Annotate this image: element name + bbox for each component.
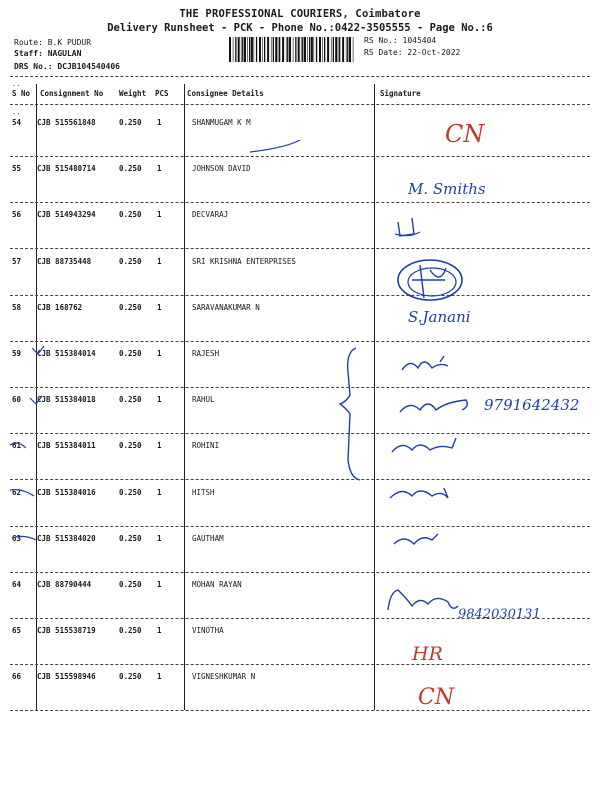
barcode-bar bbox=[331, 37, 332, 62]
weight-value: 0.250 bbox=[119, 533, 142, 543]
row-divider bbox=[10, 664, 590, 665]
barcode-bar bbox=[256, 37, 257, 62]
weight-value: 0.250 bbox=[119, 487, 142, 497]
row-divider bbox=[10, 572, 590, 573]
weight-value: 0.250 bbox=[119, 626, 142, 636]
row-divider bbox=[10, 433, 590, 434]
barcode-bar bbox=[349, 37, 351, 62]
header-divider bbox=[10, 76, 590, 77]
consignment-number: CJB 515384020 bbox=[37, 533, 96, 543]
serial-number: 55 bbox=[12, 164, 22, 174]
table-row bbox=[0, 210, 600, 256]
pieces-count: 1 bbox=[157, 487, 162, 497]
barcode-bar bbox=[353, 37, 354, 62]
weight-value: 0.250 bbox=[119, 672, 142, 682]
barcode-bar bbox=[282, 37, 284, 62]
consignment-number: CJB 515598946 bbox=[37, 672, 96, 682]
serial-number: 65 bbox=[12, 626, 22, 636]
company-title: THE PROFESSIONAL COURIERS, Coimbatore bbox=[179, 8, 421, 20]
consignment-number: CJB 515480714 bbox=[37, 164, 96, 174]
consignee-name: SARAVANAKUMAR N bbox=[192, 302, 260, 312]
pieces-count: 1 bbox=[157, 118, 162, 127]
barcode-bar bbox=[314, 37, 315, 62]
barcode-bar bbox=[302, 37, 303, 62]
consignment-number: CJB 515384014 bbox=[37, 349, 96, 358]
pieces-count: 1 bbox=[157, 672, 162, 682]
row-divider bbox=[10, 618, 590, 619]
consignee-name: DECVARAJ bbox=[192, 210, 229, 220]
header-dots: .. bbox=[12, 80, 21, 88]
table-row bbox=[0, 303, 600, 349]
weight-value: 0.250 bbox=[119, 302, 142, 312]
barcode-bar bbox=[242, 37, 243, 62]
barcode bbox=[229, 37, 355, 62]
consignee-name: VIGNESHKUMAR N bbox=[192, 672, 256, 682]
barcode-bar bbox=[347, 37, 348, 62]
barcode-bar bbox=[254, 37, 255, 62]
barcode-bar bbox=[293, 37, 294, 62]
table-row bbox=[0, 626, 600, 672]
pieces-count: 1 bbox=[157, 580, 162, 589]
barcode-bar bbox=[244, 37, 246, 62]
serial-number: 58 bbox=[12, 302, 22, 312]
barcode-bar bbox=[346, 37, 347, 62]
barcode-bar bbox=[233, 37, 234, 62]
consignee-name: RAHUL bbox=[192, 395, 215, 405]
row-divider bbox=[10, 295, 590, 296]
consignee-name: VINOTHA bbox=[192, 626, 224, 636]
route-label: Route: B.K PUDUR bbox=[14, 38, 92, 47]
serial-number: 66 bbox=[12, 672, 22, 682]
consignee-name: RAJESH bbox=[192, 349, 220, 358]
barcode-bar bbox=[267, 37, 269, 62]
barcode-bar bbox=[339, 37, 340, 62]
barcode-bar bbox=[259, 37, 261, 62]
barcode-bar bbox=[287, 37, 288, 62]
initials-cn-2: CN bbox=[418, 685, 455, 710]
weight-value: 0.250 bbox=[119, 349, 142, 358]
header-underline bbox=[10, 104, 590, 105]
consignee-name: HITSH bbox=[192, 487, 215, 497]
barcode-bar bbox=[324, 37, 325, 62]
barcode-bar bbox=[229, 37, 231, 62]
consignment-number: CJB 88790444 bbox=[37, 580, 92, 589]
row-divider bbox=[10, 387, 590, 388]
table-row bbox=[0, 118, 600, 164]
table-row bbox=[0, 672, 600, 718]
weight-value: 0.250 bbox=[119, 210, 142, 220]
barcode-bar bbox=[327, 37, 329, 62]
col-sno-header: S No bbox=[12, 89, 31, 98]
consignment-number: CJB 515384016 bbox=[37, 487, 96, 497]
barcode-bar bbox=[275, 37, 277, 62]
consignment-number: CJB 88735448 bbox=[37, 256, 92, 266]
table-row bbox=[0, 349, 600, 395]
barcode-bar bbox=[333, 37, 334, 62]
pieces-count: 1 bbox=[157, 395, 162, 405]
pieces-count: 1 bbox=[157, 533, 162, 543]
weight-value: 0.250 bbox=[119, 164, 142, 174]
row-divider bbox=[10, 156, 590, 157]
signature-58: S.Janani bbox=[408, 308, 471, 326]
barcode-bar bbox=[247, 37, 248, 62]
rs-date: RS Date: 22-Oct-2022 bbox=[364, 48, 461, 57]
row-dots: .. bbox=[12, 108, 21, 116]
barcode-bar bbox=[241, 37, 242, 62]
barcode-bar bbox=[235, 37, 236, 62]
phone-note-2: 9842030131 bbox=[458, 607, 541, 622]
consignment-number: CJB 514943294 bbox=[37, 210, 96, 220]
pieces-count: 1 bbox=[157, 256, 162, 266]
table-row bbox=[0, 534, 600, 580]
table-row bbox=[0, 580, 600, 626]
table-row bbox=[0, 257, 600, 303]
barcode-bar bbox=[338, 37, 339, 62]
consignment-number: CJB 515561848 bbox=[37, 118, 96, 127]
serial-number: 64 bbox=[12, 580, 22, 589]
barcode-bar bbox=[251, 37, 253, 62]
barcode-bar bbox=[271, 37, 272, 62]
barcode-bar bbox=[342, 37, 344, 62]
barcode-bar bbox=[307, 37, 308, 62]
row-divider bbox=[10, 202, 590, 203]
runsheet-title: Delivery Runsheet - PCK - Phone No.:0422-3505555 - Page No.:6 bbox=[107, 22, 493, 34]
pieces-count: 1 bbox=[157, 441, 162, 451]
serial-number: 62 bbox=[12, 487, 22, 497]
initials-cn: CN bbox=[445, 120, 485, 148]
table-row bbox=[0, 164, 600, 210]
row-divider bbox=[10, 526, 590, 527]
barcode-bar bbox=[264, 37, 265, 62]
barcode-bar bbox=[238, 37, 240, 62]
barcode-bar bbox=[289, 37, 291, 62]
consignment-number: CJB 168762 bbox=[37, 302, 83, 312]
weight-value: 0.250 bbox=[119, 395, 142, 405]
initials-hr: HR bbox=[412, 643, 443, 665]
serial-number: 57 bbox=[12, 256, 22, 266]
barcode-bar bbox=[319, 37, 321, 62]
serial-number: 61 bbox=[12, 441, 22, 451]
barcode-bar bbox=[304, 37, 306, 62]
serial-number: 56 bbox=[12, 210, 22, 220]
row-divider bbox=[10, 710, 590, 711]
drs-number: DRS No.: DCJB104540406 bbox=[14, 62, 120, 71]
weight-value: 0.250 bbox=[119, 256, 142, 266]
row-divider bbox=[10, 479, 590, 480]
barcode-bar bbox=[311, 37, 313, 62]
pieces-count: 1 bbox=[157, 349, 162, 358]
weight-value: 0.250 bbox=[119, 580, 142, 589]
rs-number: RS No.: 1045404 bbox=[364, 36, 437, 45]
barcode-bar bbox=[286, 37, 287, 62]
col-consignment-header: Consignment No bbox=[40, 89, 104, 98]
barcode-bar bbox=[309, 37, 310, 62]
barcode-bar bbox=[335, 37, 337, 62]
row-divider bbox=[10, 341, 590, 342]
barcode-bar bbox=[273, 37, 274, 62]
col-signature-header: Signature bbox=[380, 89, 421, 98]
consignee-name: SHANMUGAM K M bbox=[192, 118, 251, 127]
barcode-bar bbox=[295, 37, 296, 62]
weight-value: 0.250 bbox=[119, 441, 142, 451]
col-consignee-header: Consignee Details bbox=[187, 89, 264, 98]
barcode-bar bbox=[298, 37, 300, 62]
serial-number: 54 bbox=[12, 118, 22, 127]
consignment-number: CJB 515538719 bbox=[37, 626, 96, 636]
row-divider bbox=[10, 248, 590, 249]
pieces-count: 1 bbox=[157, 626, 162, 636]
consignment-number: CJB 515384018 bbox=[37, 395, 96, 405]
pieces-count: 1 bbox=[157, 164, 162, 174]
col-pcs-header: PCS bbox=[155, 89, 169, 98]
consignee-name: JOHNSON DAVID bbox=[192, 164, 251, 174]
consignee-name: MOHAN RAYAN bbox=[192, 580, 242, 589]
consignee-name: ROHINI bbox=[192, 441, 220, 451]
serial-number: 63 bbox=[12, 533, 22, 543]
col-weight-header: Weight bbox=[119, 89, 147, 98]
consignment-number: CJB 515384011 bbox=[37, 441, 96, 451]
barcode-bar bbox=[316, 37, 317, 62]
barcode-bar bbox=[279, 37, 280, 62]
barcode-bar bbox=[322, 37, 323, 62]
table-row bbox=[0, 395, 600, 441]
barcode-bar bbox=[278, 37, 279, 62]
staff-label: Staff: NAGULAN bbox=[14, 49, 82, 58]
pieces-count: 1 bbox=[157, 210, 162, 220]
barcode-bar bbox=[262, 37, 263, 62]
serial-number: 60 bbox=[12, 395, 22, 405]
barcode-bar bbox=[249, 37, 250, 62]
phone-note: 9791642432 bbox=[484, 396, 580, 414]
signature-55: M. Smiths bbox=[408, 180, 486, 198]
pieces-count: 1 bbox=[157, 302, 162, 312]
table-row bbox=[0, 441, 600, 487]
consignee-name: SRI KRISHNA ENTERPRISES bbox=[192, 256, 296, 266]
weight-value: 0.250 bbox=[119, 118, 142, 127]
barcode-bar bbox=[301, 37, 302, 62]
consignee-name: GAUTHAM bbox=[192, 533, 224, 543]
table-row bbox=[0, 488, 600, 534]
serial-number: 59 bbox=[12, 349, 22, 358]
